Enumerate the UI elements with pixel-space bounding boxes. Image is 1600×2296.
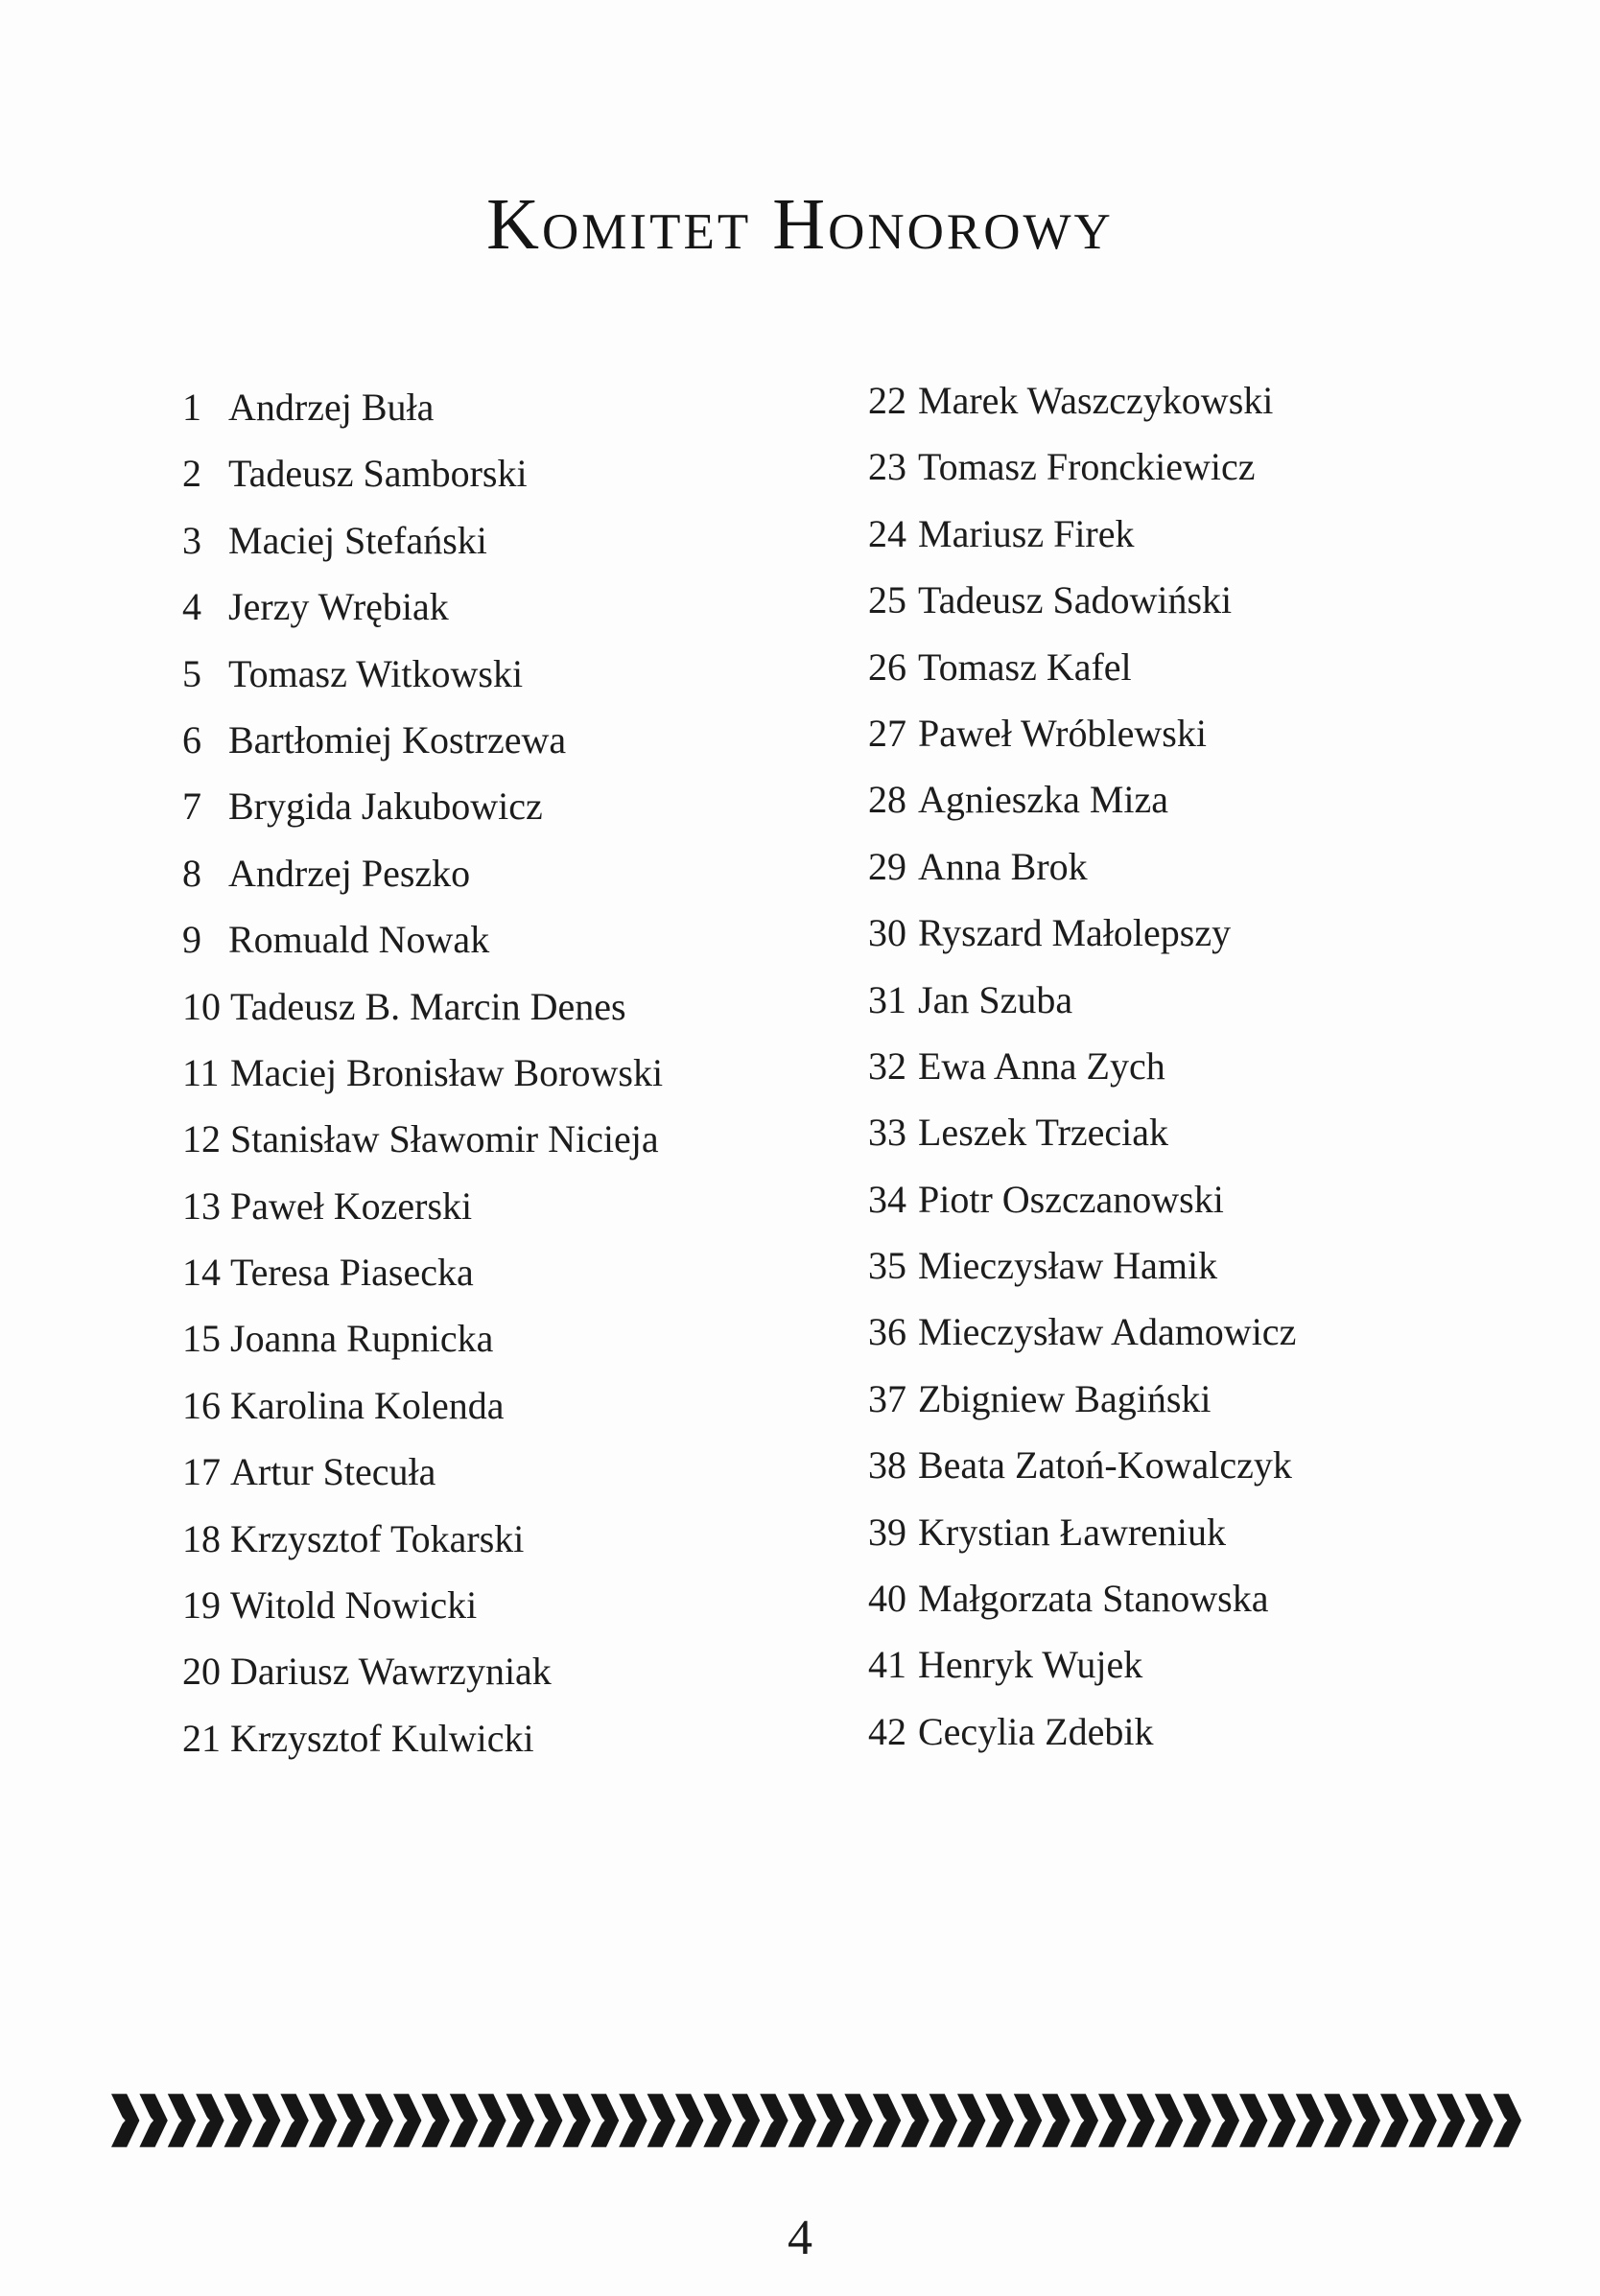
list-item <box>182 978 663 1044</box>
list-item-number: 3 <box>182 518 201 562</box>
page-title: Komitet Honorowy <box>486 184 1114 265</box>
committee-list-left <box>182 379 663 1776</box>
list-item-number: 14 <box>182 1251 221 1295</box>
list-item-name: Bartłomiej Kostrzewa <box>228 717 567 761</box>
list-item <box>182 1310 663 1376</box>
list-item-number: 22 <box>868 379 906 422</box>
list-item-name: Jan Szuba <box>918 977 1073 1021</box>
list-item-number: 15 <box>182 1317 221 1361</box>
list-item-number: 37 <box>868 1376 906 1420</box>
list-item-name: Joanna Rupnicka <box>230 1317 494 1361</box>
list-item <box>182 712 663 778</box>
list-item <box>182 512 663 578</box>
list-item <box>868 1703 1296 1769</box>
committee-list-right <box>868 372 1296 1769</box>
list-item-number: 38 <box>868 1443 906 1488</box>
list-item-number: 16 <box>182 1383 221 1427</box>
list-item-number: 11 <box>182 1050 220 1094</box>
list-item-number: 10 <box>182 984 221 1028</box>
list-item <box>182 845 663 911</box>
list-item-number: 32 <box>868 1043 906 1088</box>
list-item <box>868 1570 1296 1636</box>
list-item-name: Małgorzata Stanowska <box>918 1577 1269 1621</box>
list-item <box>182 1111 663 1177</box>
list-item-name: Leszek Trzeciak <box>918 1111 1169 1155</box>
list-item-number: 31 <box>868 977 906 1021</box>
list-item <box>182 911 663 977</box>
list-item <box>182 1244 663 1310</box>
list-item <box>868 705 1296 771</box>
list-item-name: Henryk Wujek <box>918 1643 1143 1687</box>
list-item-number: 2 <box>182 452 201 496</box>
list-item <box>868 639 1296 705</box>
page-number: 4 <box>788 2211 812 2265</box>
list-item-number: 4 <box>182 585 201 629</box>
list-item-number: 25 <box>868 578 906 622</box>
list-item <box>868 1038 1296 1104</box>
list-item <box>182 778 663 844</box>
list-item-name: Artur Stecuła <box>230 1450 436 1494</box>
list-item-number: 7 <box>182 785 201 829</box>
list-item <box>868 1104 1296 1170</box>
list-item-name: Brygida Jakubowicz <box>228 785 543 829</box>
list-item-name: Mieczysław Adamowicz <box>918 1310 1297 1354</box>
list-item-name: Romuald Nowak <box>228 918 490 962</box>
list-item-number: 12 <box>182 1117 221 1161</box>
list-item-name: Piotr Oszczanowski <box>918 1177 1224 1221</box>
list-item <box>868 1636 1296 1702</box>
list-item-number: 20 <box>182 1650 221 1694</box>
list-item-number: 6 <box>182 717 201 761</box>
list-item-name: Beata Zatoń-Kowalczyk <box>918 1443 1292 1488</box>
list-item <box>868 1504 1296 1570</box>
list-item-number: 27 <box>868 711 906 755</box>
list-item <box>868 1303 1296 1370</box>
list-item-number: 35 <box>868 1244 906 1288</box>
list-item <box>868 1437 1296 1503</box>
list-item <box>182 1511 663 1577</box>
list-item-name: Tadeusz Sadowiński <box>918 578 1233 622</box>
list-item-number: 39 <box>868 1510 906 1554</box>
list-item <box>868 438 1296 504</box>
list-item-name: Agnieszka Miza <box>918 778 1169 822</box>
list-item-number: 18 <box>182 1516 221 1560</box>
list-item-name: Marek Waszczykowski <box>918 379 1274 422</box>
list-item-name: Paweł Wróblewski <box>918 711 1207 755</box>
list-item <box>868 771 1296 837</box>
list-item-name: Andrzej Peszko <box>228 851 471 895</box>
list-item-name: Krystian Ławreniuk <box>918 1510 1227 1554</box>
list-item-name: Tomasz Kafel <box>918 644 1132 689</box>
list-item-name: Cecylia Zdebik <box>918 1709 1154 1753</box>
list-item-number: 33 <box>868 1111 906 1155</box>
list-item <box>182 1443 663 1510</box>
list-item-name: Ryszard Małolepszy <box>918 911 1232 955</box>
list-item <box>868 972 1296 1038</box>
list-item <box>868 1371 1296 1437</box>
list-item-number: 21 <box>182 1716 221 1760</box>
list-item-number: 42 <box>868 1709 906 1753</box>
list-item <box>182 578 663 644</box>
list-item-name: Dariusz Wawrzyniak <box>230 1650 552 1694</box>
list-item <box>182 1710 663 1776</box>
list-item-name: Ewa Anna Zych <box>918 1043 1165 1088</box>
list-item <box>868 1237 1296 1303</box>
list-item-number: 1 <box>182 386 201 429</box>
list-item-name: Anna Brok <box>918 844 1088 888</box>
list-item <box>182 1643 663 1709</box>
list-item-name: Mieczysław Hamik <box>918 1244 1218 1288</box>
list-item-number: 13 <box>182 1183 221 1228</box>
list-item <box>868 904 1296 971</box>
list-item <box>868 572 1296 638</box>
list-item-name: Krzysztof Tokarski <box>230 1516 525 1560</box>
list-item-name: Krzysztof Kulwicki <box>230 1716 534 1760</box>
list-item-name: Maciej Bronisław Borowski <box>230 1050 664 1094</box>
list-item-name: Maciej Stefański <box>228 518 487 562</box>
list-item-number: 24 <box>868 511 906 555</box>
list-item-name: Karolina Kolenda <box>230 1383 505 1427</box>
list-item-number: 28 <box>868 778 906 822</box>
list-item-number: 41 <box>868 1643 906 1687</box>
list-item-name: Jerzy Wrębiak <box>228 585 449 629</box>
list-item <box>868 505 1296 572</box>
list-item <box>182 445 663 511</box>
list-item <box>182 379 663 445</box>
list-item-number: 26 <box>868 644 906 689</box>
list-item-number: 34 <box>868 1177 906 1221</box>
list-item-name: Tomasz Fronckiewicz <box>918 445 1256 489</box>
list-item-number: 36 <box>868 1310 906 1354</box>
list-item <box>182 645 663 712</box>
list-item <box>868 372 1296 438</box>
list-item-number: 17 <box>182 1450 221 1494</box>
decorative-braid-border <box>111 2089 1521 2152</box>
list-item-name: Mariusz Firek <box>918 511 1135 555</box>
list-item-name: Tomasz Witkowski <box>228 651 524 695</box>
list-item-name: Witold Nowicki <box>230 1583 478 1628</box>
list-item-number: 29 <box>868 844 906 888</box>
list-item-name: Andrzej Buła <box>228 386 435 429</box>
list-item-number: 40 <box>868 1577 906 1621</box>
list-item <box>182 1377 663 1443</box>
list-item-number: 5 <box>182 651 201 695</box>
list-item-number: 23 <box>868 445 906 489</box>
list-item-name: Zbigniew Bagiński <box>918 1376 1212 1420</box>
list-item <box>868 1171 1296 1237</box>
list-item-name: Paweł Kozerski <box>230 1183 473 1228</box>
list-item-name: Teresa Piasecka <box>230 1251 474 1295</box>
list-item-number: 8 <box>182 851 201 895</box>
list-item <box>182 1178 663 1244</box>
list-item-name: Stanisław Sławomir Nicieja <box>230 1117 659 1161</box>
list-item <box>182 1044 663 1111</box>
list-item-number: 9 <box>182 918 201 962</box>
list-item <box>868 838 1296 904</box>
list-item <box>182 1577 663 1643</box>
list-item-number: 19 <box>182 1583 221 1628</box>
list-item-number: 30 <box>868 911 906 955</box>
list-item-name: Tadeusz Samborski <box>228 452 528 496</box>
list-item-name: Tadeusz B. Marcin Denes <box>230 984 626 1028</box>
